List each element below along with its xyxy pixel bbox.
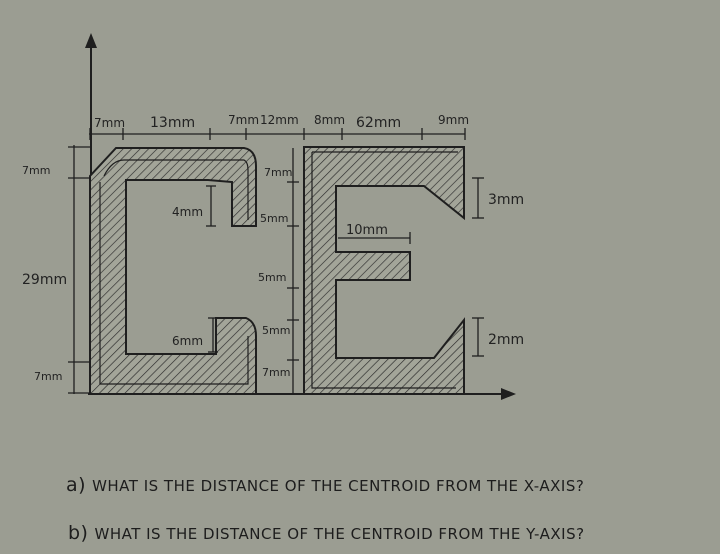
- dim-top-12mm: 12mm: [260, 113, 299, 127]
- dim-top-13mm: 13mm: [150, 115, 196, 131]
- middle-dimension-line: [287, 148, 299, 394]
- dim-e-3mm: 3mm: [488, 192, 525, 208]
- dim-left-29mm: 29mm: [22, 272, 68, 288]
- dim-top-8mm: 8mm: [314, 113, 346, 127]
- dim-c-4mm: 4mm: [172, 205, 204, 219]
- dim-top-7mm-b: 7mm: [228, 113, 260, 127]
- left-dimension-line: [68, 145, 90, 394]
- dim-mid-5mm-a: 5mm: [260, 212, 289, 225]
- c-shape: [90, 148, 256, 394]
- question-b: [68, 522, 585, 544]
- dim-top-62mm: 62mm: [356, 115, 402, 131]
- dim-mid-5mm-b: 5mm: [258, 271, 287, 284]
- dim-top-7mm: 7mm: [94, 116, 126, 130]
- dim-mid-7mm-bot: 7mm: [262, 366, 291, 379]
- dim-e-10mm: 10mm: [346, 223, 388, 238]
- dim-left-7mm-bot: 7mm: [34, 370, 63, 383]
- question-a-label: a): [66, 474, 87, 496]
- dim-c-6mm: 6mm: [172, 334, 204, 348]
- top-dimension-line: [89, 128, 465, 140]
- dim-mid-5mm-c: 5mm: [262, 324, 291, 337]
- question-a: [66, 474, 584, 496]
- dim-left-7mm-top: 7mm: [22, 164, 51, 177]
- question-b-label: b): [68, 522, 89, 544]
- question-a-text: WHAT IS THE DISTANCE OF THE CENTROID FROM THE X-AXIS?: [92, 477, 585, 495]
- dim-top-9mm: 9mm: [438, 113, 470, 127]
- question-b-text: WHAT IS THE DISTANCE OF THE CENTROID FROM THE Y-AXIS?: [94, 525, 585, 543]
- dim-e-2mm: 2mm: [488, 332, 525, 348]
- e-shape: [304, 147, 464, 394]
- dim-mid-7mm-top: 7mm: [264, 166, 293, 179]
